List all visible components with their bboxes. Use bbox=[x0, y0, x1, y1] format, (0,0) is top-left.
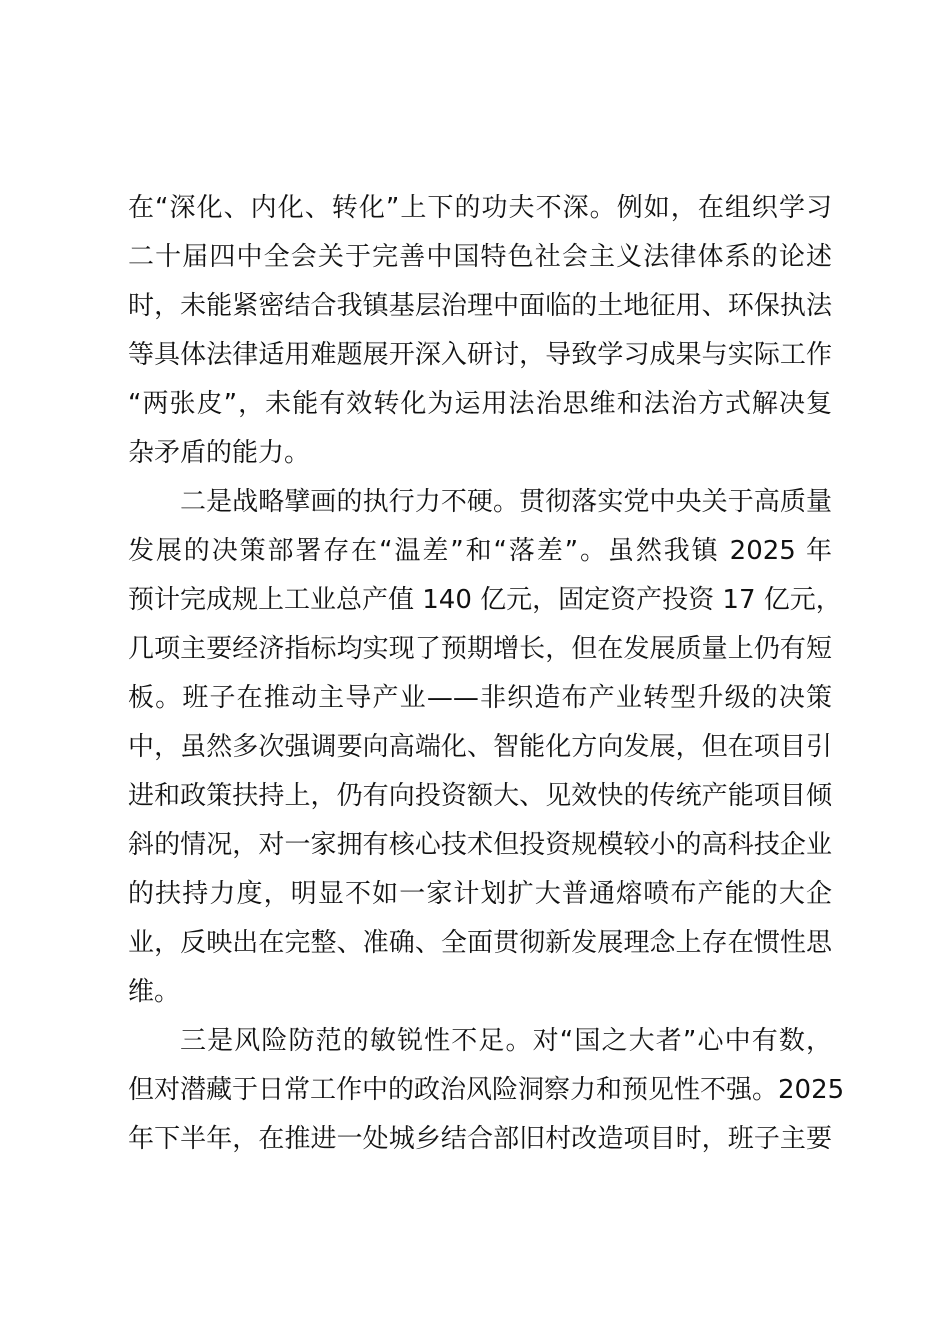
text-line: 维。 bbox=[128, 977, 181, 1007]
document-body bbox=[128, 184, 845, 1164]
text-line: 发展的决策部署存在“温差”和“落差”。虽然我镇 2025 年 bbox=[128, 536, 832, 566]
text-line: 但对潜藏于日常工作中的政治风险洞察力和预见性不强。2025 bbox=[128, 1075, 845, 1105]
text-line: 几项主要经济指标均实现了预期增长，但在发展质量上仍有短 bbox=[128, 634, 832, 664]
text-line: 二是战略擘画的执行力不硬。贯彻落实党中央关于高质量 bbox=[180, 487, 832, 517]
text-line: 在“深化、内化、转化”上下的功夫不深。例如，在组织学习 bbox=[128, 193, 832, 223]
text-line: 的扶持力度，明显不如一家计划扩大普通熔喷布产能的大企 bbox=[128, 879, 832, 909]
text-line: 年下半年，在推进一处城乡结合部旧村改造项目时，班子主要 bbox=[128, 1124, 832, 1154]
text-line: 预计完成规上工业总产值 140 亿元，固定资产投资 17 亿元， bbox=[128, 585, 842, 615]
text-line: 等具体法律适用难题展开深入研讨，导致学习成果与实际工作 bbox=[128, 340, 832, 370]
text-line: 时，未能紧密结合我镇基层治理中面临的土地征用、环保执法 bbox=[128, 291, 832, 321]
text-line: 进和政策扶持上，仍有向投资额大、见效快的传统产能项目倾 bbox=[128, 781, 832, 811]
text-line: 杂矛盾的能力。 bbox=[128, 438, 311, 468]
text-line: 业，反映出在完整、准确、全面贯彻新发展理念上存在惯性思 bbox=[128, 928, 832, 958]
text-line: 二十届四中全会关于完善中国特色社会主义法律体系的论述 bbox=[128, 242, 832, 272]
text-line: 三是风险防范的敏锐性不足。对“国之大者”心中有数， bbox=[180, 1026, 832, 1056]
text-line: 板。班子在推动主导产业——非织造布产业转型升级的决策 bbox=[128, 683, 832, 713]
text-line: 中，虽然多次强调要向高端化、智能化方向发展，但在项目引 bbox=[128, 732, 832, 762]
text-line: “两张皮”，未能有效转化为运用法治思维和法治方式解决复 bbox=[128, 389, 832, 419]
text-line: 斜的情况，对一家拥有核心技术但投资规模较小的高科技企业 bbox=[128, 830, 832, 860]
